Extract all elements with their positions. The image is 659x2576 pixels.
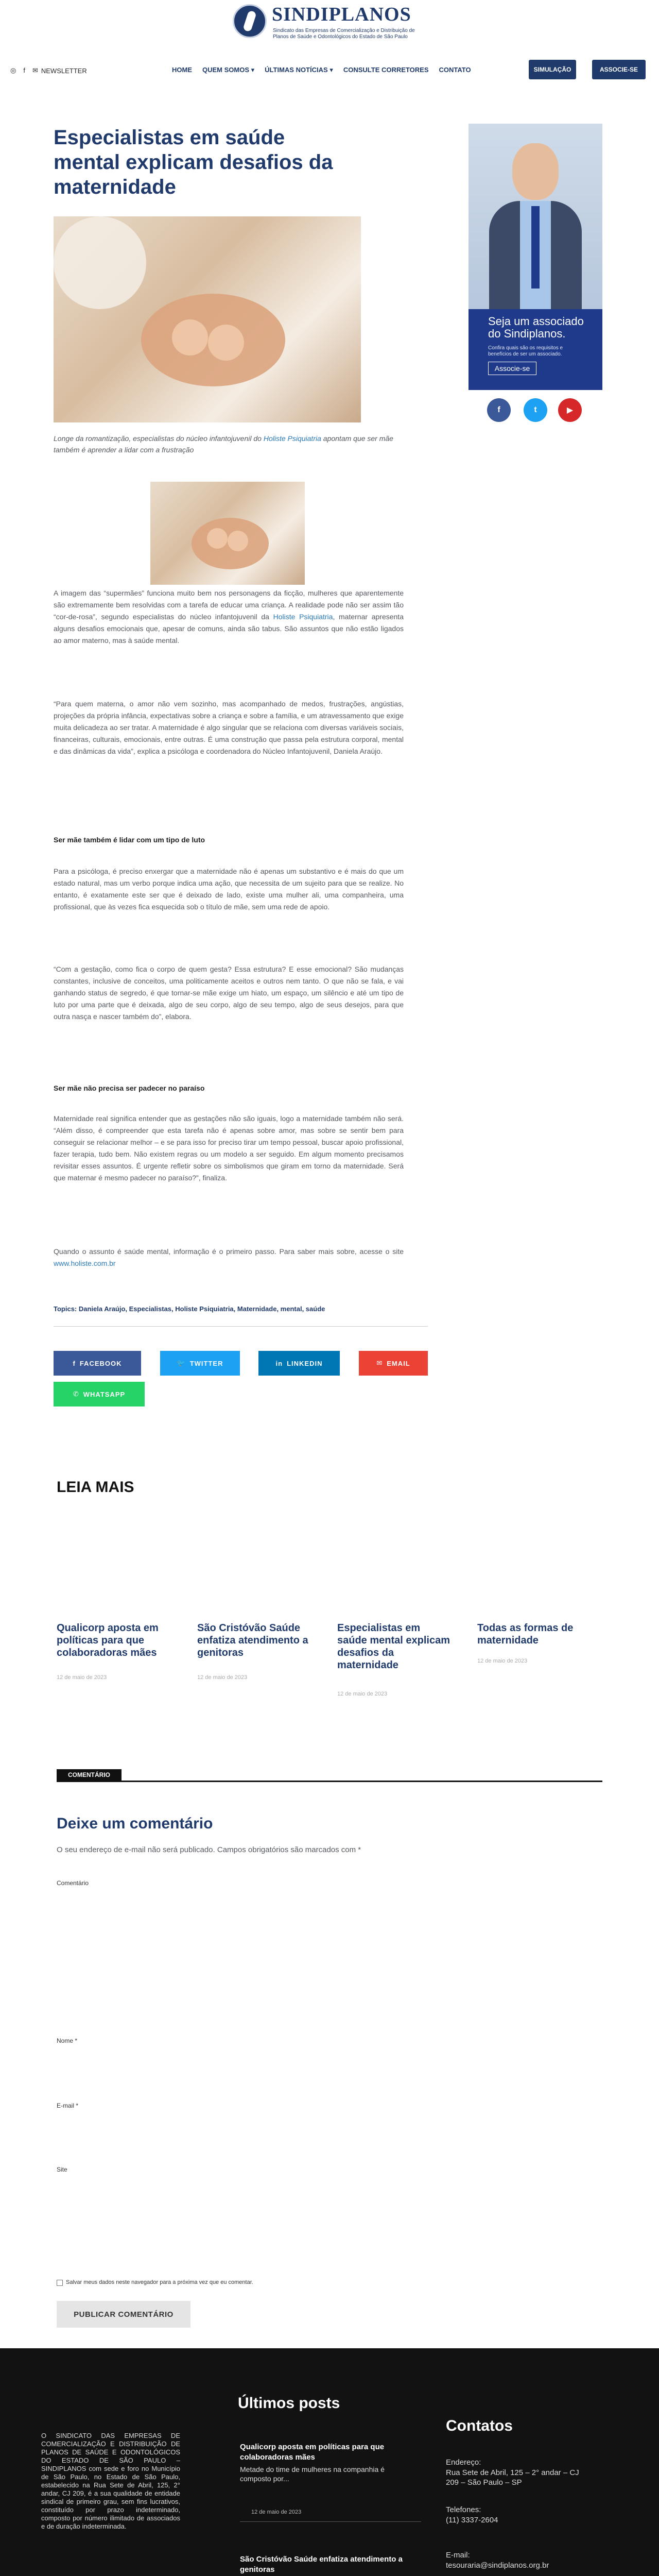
- facebook-icon: f: [73, 1359, 76, 1367]
- related-post-title[interactable]: Todas as formas de maternidade: [477, 1622, 574, 1646]
- related-heading: LEIA MAIS: [57, 1479, 134, 1496]
- article-topics: Topics: Daniela Araújo, Especialistas, Holiste Psiquiatria, Maternidade, mental, saúde: [54, 1305, 325, 1313]
- article-hero-image: [54, 216, 361, 422]
- share-email-button[interactable]: [359, 1351, 428, 1376]
- share-twitter-button[interactable]: [160, 1351, 240, 1376]
- article-paragraph: “Para quem materna, o amor não vem sozinho, mas acompanhado de medos, frustrações, angústias, projeções da própria infância, expectativas sobre a criança e sobre a família, e um atravessamento que exige muita delicadeza ao ser tratar. A maternidade é algo singular que se relaciona com diversas variáveis sociais, financeiras, culturais, emocionais, entre outras. É uma construção que passa pela estrutura corporal, mental e das dinâmicas da vida”, explica a psicóloga e coordenadora do Núcleo Infantojuvenil, Daniela Araújo.: [54, 700, 404, 755]
- address-value: Rua Sete de Abril, 125 – 2° andar – CJ 209 – São Paulo – SP: [446, 2468, 579, 2487]
- article-paragraph: “Com a gestação, como fica o corpo de quem gesta? Essa estrutura? E esse emocional? São mudanças constantes, inclusive de conceitos, uma politicamente aceitos e outros nem tanto. O que não se fala, e vai ganhando status de segredo, é que tornar-se mãe exige um hiato, um espaço, um silêncio e até um tipo de luto por uma parte que é deixada, algo de seu corpo, algo de seu tempo, algo de seus desejos, para que outra nasça e nascer também do”, elabora.: [54, 965, 404, 1021]
- article-paragraph: Maternidade real significa entender que as gestações não são iguais, logo a maternidade também não será. “Além disso, é compreender que esta tarefa não é apenas sobre amor, mas sobre se sentir bem para conseguir se relacionar melhor – e se para isso for preciso tirar um tempo pessoal, buscar apoio profissional, fazer terapia, tudo bem. Não existem regras ou um modelo a ser seguido. Em algum momento precisamos revisitar esses assuntos. É urgente refletir sobre os simbolismos que giram em torno da maternidade. Será que maternar é mesmo padecer no paraíso?”, finaliza.: [54, 1114, 404, 1182]
- logo-emblem: [233, 4, 267, 38]
- address-label: Endereço:: [446, 2458, 481, 2467]
- article-inline-image: [150, 482, 305, 585]
- email-input[interactable]: [57, 2111, 602, 2142]
- site-label: Site: [57, 2166, 67, 2173]
- submit-comment-button[interactable]: PUBLICAR COMENTÁRIO: [57, 2301, 190, 2328]
- phone-value[interactable]: (11) 3337-2604: [446, 2516, 498, 2524]
- related-post-date: 12 de maio de 2023: [337, 1691, 388, 1697]
- email-label: E-mail *: [57, 2102, 79, 2109]
- article-subheading: Ser mãe também é lidar com um tipo de luto: [54, 836, 205, 844]
- footer-email-label: E-mail:: [446, 2551, 470, 2560]
- linkedin-icon: in: [275, 1359, 283, 1367]
- share-linkedin-label: LINKEDIN: [287, 1359, 323, 1367]
- nav-quem-somos[interactable]: [202, 66, 254, 74]
- footer-post-title[interactable]: Qualicorp aposta em políticas para que colaboradoras mães: [240, 2443, 385, 2462]
- related-post-date: 12 de maio de 2023: [197, 1674, 248, 1681]
- article-paragraph: Para a psicóloga, é preciso enxergar que a maternidade não é apenas um substantivo e é mais do que um estado natural, mas um verbo porque indica uma ação, que necessita de um sujeito para que se realize. No entanto, é exatamente este ser que é deixado de lado, existe uma mulher ali, uma companheira, uma profissional, que às vezes fica esquecida sob o título de mãe, sem uma rede de apoio.: [54, 867, 404, 911]
- nav-quem-somos-label: QUEM SOMOS: [202, 66, 250, 74]
- chevron-down-icon: ▾: [251, 66, 255, 74]
- caption-text-end: apontam que ser mãe também é aprender a lidar com a frustração: [54, 434, 393, 454]
- site-header: [0, 0, 659, 90]
- comment-textarea[interactable]: [57, 1890, 602, 2011]
- banner-text: Confira quais são os requisitos e benefícios de ser um associado.: [488, 345, 563, 357]
- footer-email-value[interactable]: tesouraria@sindiplanos.org.br: [446, 2561, 549, 2570]
- footer-contact-title: Contatos: [446, 2417, 513, 2434]
- footer-post-excerpt: Metade do time de mulheres na companhia é composto por...: [240, 2465, 385, 2483]
- holiste-link[interactable]: Holiste Psiquiatria: [273, 613, 333, 621]
- share-email-label: EMAIL: [387, 1359, 410, 1367]
- nav-consulte-corretores[interactable]: CONSULTE CORRETORES: [343, 66, 429, 74]
- twitter-icon[interactable]: t: [524, 398, 547, 422]
- simulacao-button[interactable]: SIMULAÇÃO: [529, 60, 576, 79]
- paragraph-text: Quando o assunto é saúde mental, informação é o primeiro passo. Para saber mais sobre, acesse o site: [54, 1247, 404, 1256]
- banner-associe-button[interactable]: Associe-se: [488, 362, 536, 375]
- nav-contato[interactable]: CONTATO: [439, 66, 471, 74]
- mail-icon: ✉: [376, 1359, 383, 1367]
- share-twitter-label: TWITTER: [189, 1359, 223, 1367]
- footer-about: O SINDICATO DAS EMPRESAS DE COMERCIALIZAÇÃO E DISTRIBUIÇÃO DE PLANOS DE SAÚDE E ODONTOLÓGICOS DO ESTADO DE SÃO PAULO – SINDIPLANOS com sede e foro no Município de São Paulo, no Estado de São Paulo, estabelecido na Rua Sete de Abril, 125, 2° andar, CJ 209, é a sua qualidade de entidade sindical de primeiro grau, sem fins lucrativos, constituído por prazo indeterminado, composto por número ilimitado de associados e de duração indeterminada.: [41, 2432, 180, 2530]
- nav-home[interactable]: HOME: [172, 66, 192, 74]
- facebook-icon[interactable]: f: [487, 398, 511, 422]
- image-caption: [54, 433, 404, 455]
- related-post-date: 12 de maio de 2023: [57, 1674, 107, 1681]
- banner-photo: [469, 124, 602, 314]
- related-post-title[interactable]: Qualicorp aposta em políticas para que colaboradoras mães: [57, 1622, 159, 1658]
- associate-banner[interactable]: [469, 124, 602, 390]
- whatsapp-icon: ✆: [73, 1390, 79, 1398]
- site-logo[interactable]: [233, 3, 426, 43]
- mail-icon: ✉: [32, 66, 38, 74]
- twitter-icon: 🐦: [177, 1359, 186, 1367]
- facebook-icon[interactable]: f: [23, 66, 25, 74]
- caption-text: Longe da romantização, especialistas do núcleo infantojuvenil do: [54, 434, 264, 443]
- newsletter-link[interactable]: [32, 66, 87, 75]
- phone-label: Telefones:: [446, 2505, 481, 2514]
- logo-subtitle: Sindicato das Empresas de Comercialização e Distribuição de Planos de Saúde e Odontológicos do Estado de São Paulo: [273, 28, 415, 40]
- name-label: Nome *: [57, 2037, 78, 2044]
- site-input[interactable]: [57, 2175, 602, 2206]
- caption-link[interactable]: Holiste Psiquiatria: [263, 434, 321, 443]
- share-facebook-button[interactable]: [54, 1351, 141, 1376]
- holiste-site-link[interactable]: www.holiste.com.br: [54, 1259, 116, 1267]
- article-paragraph: [54, 587, 404, 647]
- footer-posts-title: Últimos posts: [238, 2395, 340, 2412]
- comment-note: O seu endereço de e-mail não será publicado. Campos obrigatórios são marcados com *: [57, 1845, 361, 1854]
- youtube-icon[interactable]: ▶: [558, 398, 582, 422]
- share-whatsapp-label: WHATSAPP: [83, 1390, 126, 1398]
- share-facebook-label: FACEBOOK: [79, 1359, 122, 1367]
- name-input[interactable]: [57, 2046, 602, 2077]
- footer-post-date: 12 de maio de 2023: [251, 2509, 302, 2515]
- article-paragraph: [54, 1246, 404, 1269]
- comment-label: Comentário: [57, 1879, 89, 1887]
- share-whatsapp-button[interactable]: [54, 1382, 145, 1406]
- article-title: Especialistas em saúde mental explicam desafios da maternidade: [54, 126, 333, 198]
- footer-post-title[interactable]: São Cristóvão Saúde enfatiza atendimento a genitoras: [240, 2555, 403, 2574]
- divider: [57, 1781, 602, 1782]
- banner-title: Seja um associado do Sindiplanos.: [488, 315, 584, 340]
- share-linkedin-button[interactable]: [258, 1351, 340, 1376]
- newsletter-label: NEWSLETTER: [41, 66, 87, 75]
- header-utility-bar: [10, 66, 87, 75]
- main-nav: [172, 66, 471, 74]
- chevron-down-icon: ▾: [330, 66, 333, 74]
- instagram-icon[interactable]: ◎: [10, 66, 16, 74]
- divider: [240, 2521, 421, 2522]
- comment-heading: Deixe um comentário: [57, 1815, 213, 1832]
- nav-ultimas-noticias-label: ÚLTIMAS NOTÍCIAS: [265, 66, 328, 74]
- related-post-title[interactable]: Especialistas em saúde mental explicam desafios da maternidade: [337, 1622, 450, 1671]
- paragraph-text-end: , maternar apresenta alguns desafios emocionais que, apesar de comuns, ainda são tabus. São assuntos que não estão ligados ao amor materno, mas à saúde mental.: [54, 613, 404, 645]
- divider: [54, 1326, 428, 1327]
- logo-title: SINDIPLANOS: [272, 4, 411, 25]
- related-post-title[interactable]: São Cristóvão Saúde enfatiza atendimento a genitoras: [197, 1622, 308, 1658]
- associe-se-button[interactable]: ASSOCIE-SE: [592, 60, 646, 79]
- paragraph-text: A imagem das “supermães” funciona muito bem nos personagens da ficção, mulheres que aparentemente são extremamente bem resolvidas com a tarefa de educar uma criança. A realidade pode não ser assim tão “cor-de-rosa”, segundo especialistas do núcleo infantojuvenil da: [54, 589, 404, 621]
- related-post-date: 12 de maio de 2023: [477, 1658, 528, 1664]
- article-subheading: Ser mãe não precisa ser padecer no paraíso: [54, 1084, 205, 1092]
- comment-tab: COMENTÁRIO: [57, 1769, 122, 1781]
- save-data-checkbox[interactable]: [57, 2280, 63, 2286]
- save-data-label: Salvar meus dados neste navegador para a próxima vez que eu comentar.: [66, 2279, 253, 2285]
- nav-ultimas-noticias[interactable]: [265, 66, 333, 74]
